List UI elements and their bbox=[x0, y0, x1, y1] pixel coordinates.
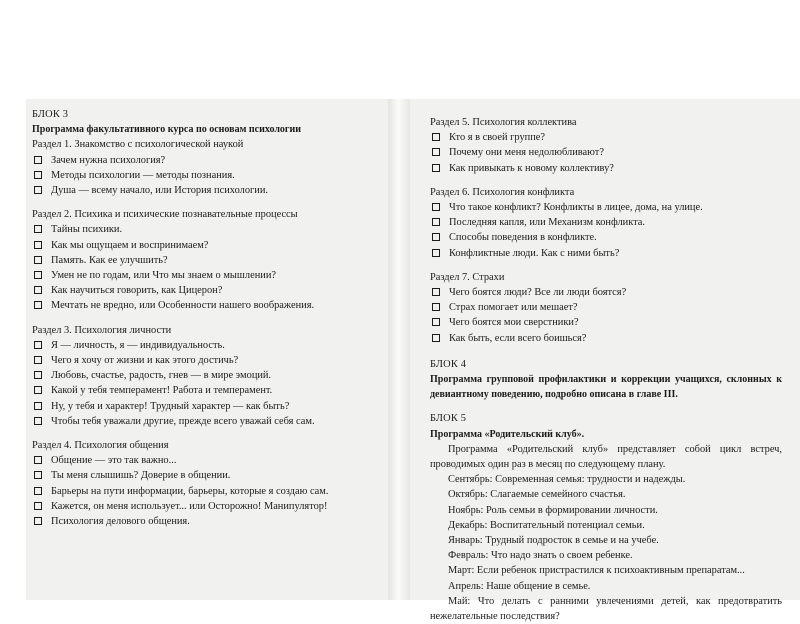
checkbox-bullet-icon bbox=[34, 502, 42, 510]
list-item: Как быть, если всего боишься? bbox=[430, 331, 782, 346]
list-item: Почему они меня недолюбливают? bbox=[430, 145, 782, 160]
list-item: Кто я в своей группе? bbox=[430, 130, 782, 145]
list-item: Память. Как ее улучшить? bbox=[32, 253, 384, 268]
schedule-item: Март: Если ребенок пристрастился к психоактивным препаратам... bbox=[448, 565, 745, 577]
checkbox-bullet-icon bbox=[34, 341, 42, 349]
section-2-title: Раздел 2. Психика и психические познавательные процессы bbox=[32, 209, 298, 221]
left-page bbox=[26, 99, 388, 600]
section-3-title: Раздел 3. Психология личности bbox=[32, 324, 172, 336]
block-4-text: Программа групповой профилактики и коррекции учащихся, склонных к девиантному поведению, подробно описана в главе III. bbox=[430, 374, 782, 401]
schedule-item: Май: Что делать с ранними увлечениями детей, как предотвратить нежелательные последствия? bbox=[430, 595, 782, 623]
section-7-title: Раздел 7. Страхи bbox=[430, 271, 505, 283]
checkbox-bullet-icon bbox=[432, 303, 440, 311]
checkbox-bullet-icon bbox=[432, 334, 440, 342]
block-3-label: БЛОК 3 bbox=[32, 109, 69, 120]
checkbox-bullet-icon bbox=[34, 241, 42, 249]
list-item: Общение — это так важно... bbox=[32, 453, 384, 468]
left-page-content bbox=[32, 99, 384, 529]
list-item: Методы психологии — методы познания. bbox=[32, 168, 384, 183]
checkbox-bullet-icon bbox=[432, 318, 440, 326]
list-item: Умен не по годам, или Что мы знаем о мышлении? bbox=[32, 268, 384, 283]
checkbox-bullet-icon bbox=[34, 301, 42, 309]
checkbox-bullet-icon bbox=[34, 371, 42, 379]
checkbox-bullet-icon bbox=[34, 225, 42, 233]
block-4-label: БЛОК 4 bbox=[430, 358, 467, 370]
checkbox-bullet-icon bbox=[432, 218, 440, 226]
list-item: Чтобы тебя уважали другие, прежде всего уважай себя сам. bbox=[32, 414, 384, 429]
list-item: Как мы ощущаем и воспринимаем? bbox=[32, 238, 384, 253]
schedule-item: Октябрь: Слагаемые семейного счастья. bbox=[448, 489, 626, 501]
list-item: Мечтать не вредно, или Особенности нашего воображения. bbox=[32, 298, 384, 313]
schedule-item: Сентябрь: Современная семья: трудности и надежды. bbox=[448, 474, 686, 486]
list-item: Барьеры на пути информации, барьеры, которые я создаю сам. bbox=[32, 484, 384, 499]
checkbox-bullet-icon bbox=[34, 517, 42, 525]
checkbox-bullet-icon bbox=[34, 487, 42, 495]
checkbox-bullet-icon bbox=[34, 286, 42, 294]
schedule-item: Январь: Трудный подросток в семье и на учебе. bbox=[448, 535, 659, 547]
schedule-item: Декабрь: Воспитательный потенциал семьи. bbox=[448, 519, 645, 531]
book-spine bbox=[388, 99, 410, 600]
program-title: Программа факультативного курса по основам психологии bbox=[32, 124, 301, 136]
checkbox-bullet-icon bbox=[34, 186, 42, 194]
list-item: Способы поведения в конфликте. bbox=[430, 230, 782, 245]
section-5-title: Раздел 5. Психология коллектива bbox=[430, 117, 577, 128]
checkbox-bullet-icon bbox=[34, 386, 42, 394]
right-page bbox=[410, 99, 800, 623]
checkbox-bullet-icon bbox=[432, 203, 440, 211]
checkbox-bullet-icon bbox=[34, 417, 42, 425]
list-item: Чего боятся люди? Все ли люди боятся? bbox=[430, 285, 782, 300]
section-4-title: Раздел 4. Психология общения bbox=[32, 440, 169, 452]
list-item: Зачем нужна психология? bbox=[32, 153, 384, 168]
list-item: Чего боятся мои сверстники? bbox=[430, 315, 782, 330]
list-item: Любовь, счастье, радость, гнев — в мире эмоций. bbox=[32, 368, 384, 383]
checkbox-bullet-icon bbox=[34, 456, 42, 464]
checkbox-bullet-icon bbox=[34, 156, 42, 164]
list-item: Как научиться говорить, как Цицерон? bbox=[32, 283, 384, 298]
checkbox-bullet-icon bbox=[34, 171, 42, 179]
list-item: Ты меня слышишь? Доверие в общении. bbox=[32, 468, 384, 483]
checkbox-bullet-icon bbox=[34, 402, 42, 410]
block-5-intro: Программа «Родительский клуб» представляет собой цикл встреч, проводимых один раз в месяц по следующему плану. bbox=[430, 443, 782, 471]
checkbox-bullet-icon bbox=[432, 133, 440, 141]
list-item: Какой у тебя темперамент! Работа и темперамент. bbox=[32, 383, 384, 398]
list-item: Как привыкать к новому коллективу? bbox=[430, 161, 782, 176]
checkbox-bullet-icon bbox=[432, 249, 440, 257]
checkbox-bullet-icon bbox=[432, 148, 440, 156]
checkbox-bullet-icon bbox=[432, 164, 440, 172]
list-item: Психология делового общения. bbox=[32, 514, 384, 529]
block-5-title: Программа «Родительский клуб». bbox=[430, 428, 585, 440]
list-item: Я — личность, я — индивидуальность. bbox=[32, 338, 384, 353]
section-1-title: Раздел 1. Знакомство с психологической наукой bbox=[32, 139, 244, 151]
schedule-item: Ноябрь: Роль семьи в формировании личности. bbox=[448, 504, 658, 516]
checkbox-bullet-icon bbox=[432, 233, 440, 241]
checkbox-bullet-icon bbox=[34, 471, 42, 479]
list-item: Конфликтные люди. Как с ними быть? bbox=[430, 246, 782, 261]
list-item: Кажется, он меня использует... или Осторожно! Манипулятор! bbox=[32, 499, 384, 514]
schedule-item: Апрель: Наше общение в семье. bbox=[448, 580, 591, 592]
right-page-content bbox=[430, 99, 782, 624]
list-item: Последняя капля, или Механизм конфликта. bbox=[430, 215, 782, 230]
list-item: Тайны психики. bbox=[32, 222, 384, 237]
checkbox-bullet-icon bbox=[34, 356, 42, 364]
section-6-title: Раздел 6. Психология конфликта bbox=[430, 186, 575, 198]
checkbox-bullet-icon bbox=[432, 288, 440, 296]
list-item: Ну, у тебя и характер! Трудный характер — как быть? bbox=[32, 399, 384, 414]
list-item: Страх помогает или мешает? bbox=[430, 300, 782, 315]
list-item: Душа — всему начало, или История психологии. bbox=[32, 183, 384, 198]
list-item: Чего я хочу от жизни и как этого достичь? bbox=[32, 353, 384, 368]
list-item: Что такое конфликт? Конфликты в лицее, дома, на улице. bbox=[430, 200, 782, 215]
block-5-label: БЛОК 5 bbox=[430, 413, 467, 425]
checkbox-bullet-icon bbox=[34, 271, 42, 279]
checkbox-bullet-icon bbox=[34, 256, 42, 264]
schedule-item: Февраль: Что надо знать о своем ребенке. bbox=[448, 550, 633, 562]
